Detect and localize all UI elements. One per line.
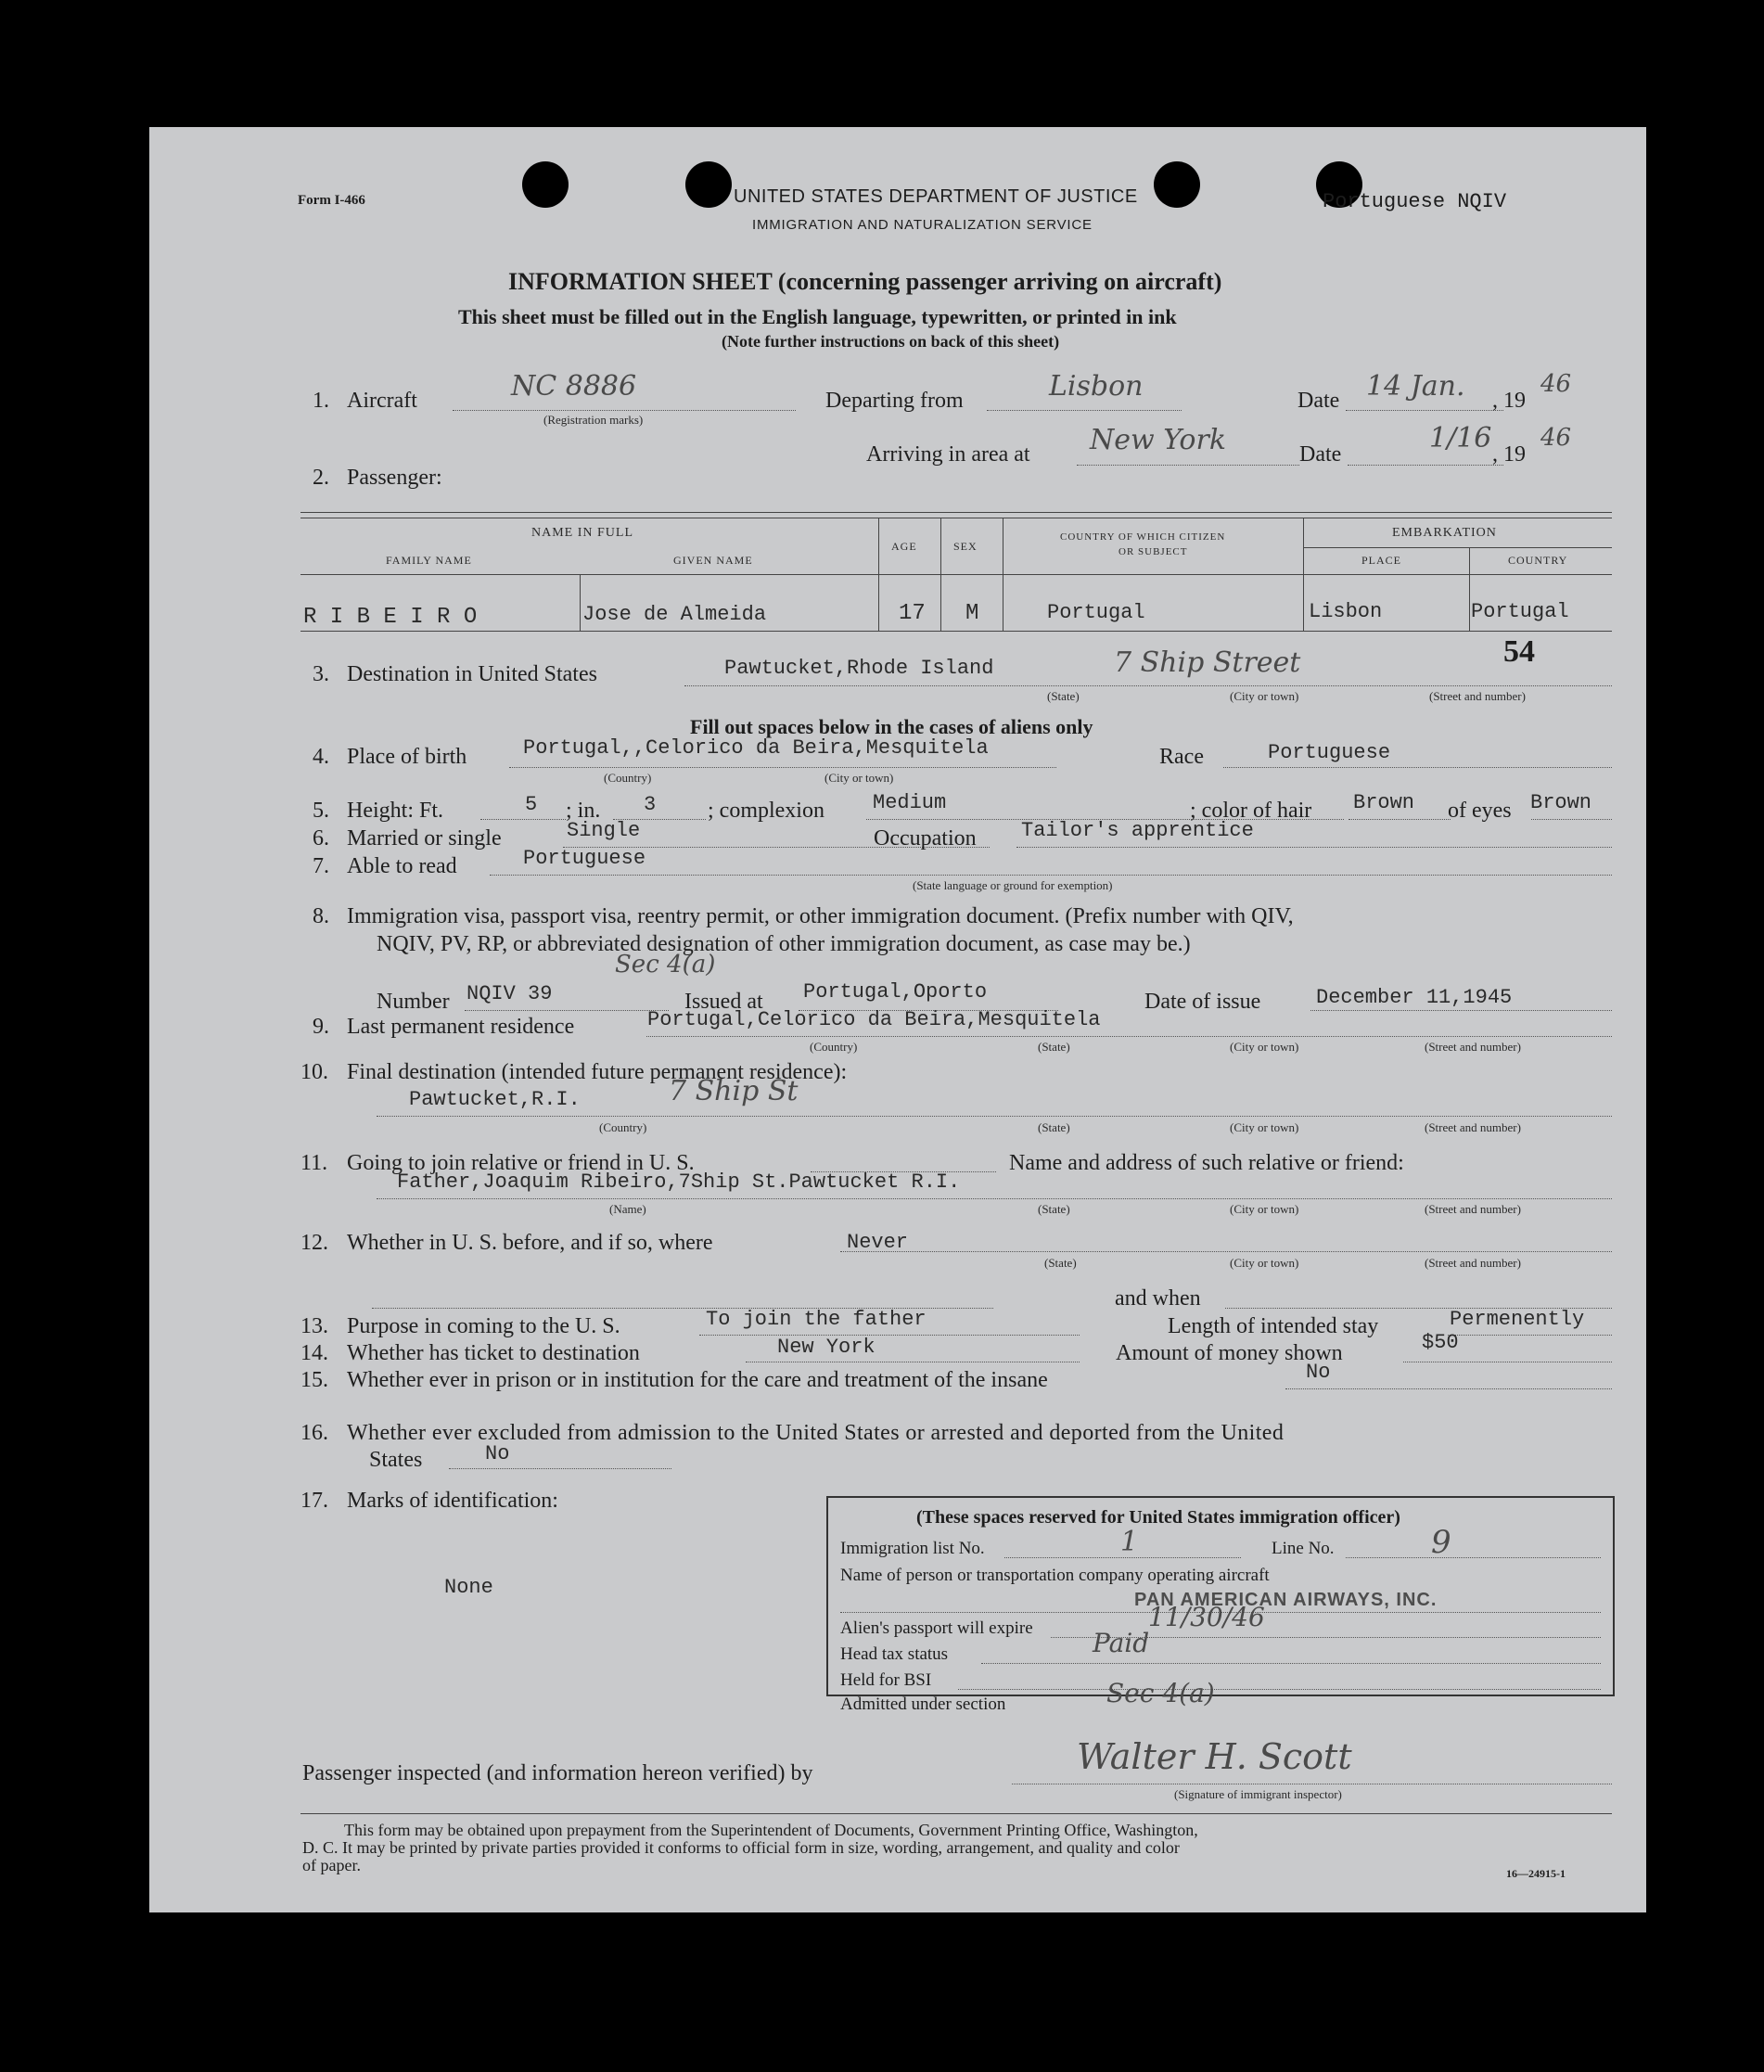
item-number: 6. xyxy=(313,826,329,851)
age-header: AGE xyxy=(891,540,917,553)
instruction-text: This sheet must be filled out in the English language, typewritten, or printed in ink xyxy=(458,305,1177,328)
issue-date-value: December 11,1945 xyxy=(1316,986,1513,1009)
join-relative-label: Going to join relative or friend in U. S. xyxy=(347,1151,695,1175)
footer-line-2: D. C. It may be printed by private parties provided it conforms to official form in size, wording, arrangement, and quality and color xyxy=(302,1838,1180,1857)
issue-date-label: Date of issue xyxy=(1144,990,1261,1014)
citizen-header-2: OR SUBJECT xyxy=(1118,546,1188,557)
city-caption: (City or town) xyxy=(1230,1202,1299,1216)
page-title: INFORMATION SHEET (concerning passenger arriving on aircraft) xyxy=(508,268,1222,295)
departing-date-label: Date xyxy=(1297,389,1340,413)
state-caption: (State) xyxy=(1044,1256,1077,1270)
occupation-label: Occupation xyxy=(874,826,977,851)
height-in-value: 3 xyxy=(644,793,657,816)
embark-country-value: Portugal xyxy=(1471,600,1569,623)
service-title: IMMIGRATION AND NATURALIZATION SERVICE xyxy=(752,217,1093,233)
marital-label: Married or single xyxy=(347,826,502,851)
item-number: 4. xyxy=(313,745,329,769)
aircraft-value: NC 8886 xyxy=(511,370,637,403)
family-name-value: R I B E I R O xyxy=(303,605,478,630)
street-caption: (Street and number) xyxy=(1425,1040,1521,1054)
list-no-label: Immigration list No. xyxy=(840,1539,985,1558)
read-value: Portuguese xyxy=(523,847,646,870)
relative-address-label: Name and address of such relative or friend: xyxy=(1009,1151,1404,1175)
birth-value: Portugal,,Celorico da Beira,Mesquitela xyxy=(523,736,989,760)
inspection-label: Passenger inspected (and information hereon verified) by xyxy=(302,1761,813,1785)
given-name-header: GIVEN NAME xyxy=(673,554,753,567)
occupation-value: Tailor's apprentice xyxy=(1021,819,1254,842)
complexion-label: ; complexion xyxy=(708,799,824,823)
complexion-value: Medium xyxy=(873,791,947,814)
place-header: PLACE xyxy=(1361,554,1402,567)
name-in-full-header: NAME IN FULL xyxy=(531,526,633,540)
height-label: Height: Ft. xyxy=(347,799,444,823)
item-number: 17. xyxy=(300,1489,328,1513)
passport-expire-value: 11/30/46 xyxy=(1148,1602,1265,1632)
item-number: 3. xyxy=(313,662,329,686)
residence-label: Last permanent residence xyxy=(347,1015,575,1039)
inspector-signature: Walter H. Scott xyxy=(1077,1736,1352,1777)
item-number: 9. xyxy=(313,1015,329,1039)
passenger-label: Passenger: xyxy=(347,466,442,490)
head-tax-label: Head tax status xyxy=(840,1644,949,1664)
item-number: 2. xyxy=(313,466,329,490)
excluded-label-1: Whether ever excluded from admission to the United States or arrested and deported from the United xyxy=(347,1421,1285,1445)
punch-hole xyxy=(1154,161,1200,208)
signature-caption: (Signature of immigrant inspector) xyxy=(1174,1787,1342,1801)
issued-label: Issued at xyxy=(684,990,763,1014)
stay-length-label: Length of intended stay xyxy=(1168,1314,1379,1338)
country-caption: (Country) xyxy=(810,1040,858,1054)
footer-line-3: of paper. xyxy=(302,1856,361,1874)
list-no-value: 1 xyxy=(1120,1526,1139,1558)
head-tax-value: Paid xyxy=(1093,1628,1150,1658)
form-code: 16—24915-1 xyxy=(1506,1867,1566,1880)
item-number: 16. xyxy=(300,1421,328,1445)
form-sheet xyxy=(149,127,1646,1912)
city-caption: (City or town) xyxy=(824,771,894,785)
ticket-label: Whether has ticket to destination xyxy=(347,1341,640,1365)
punch-hole xyxy=(522,161,569,208)
arriving-label: Arriving in area at xyxy=(866,442,1030,467)
state-caption: (State) xyxy=(1038,1120,1070,1134)
prison-value: No xyxy=(1306,1361,1331,1384)
stay-length-value: Permenently xyxy=(1450,1308,1585,1331)
name-caption: (Name) xyxy=(609,1202,646,1216)
item-number: 5. xyxy=(313,799,329,823)
given-name-value: Jose de Almeida xyxy=(582,603,767,626)
item-number: 13. xyxy=(300,1314,328,1338)
money-label: Amount of money shown xyxy=(1116,1341,1343,1365)
street-caption: (Street and number) xyxy=(1425,1120,1521,1134)
citizen-value: Portugal xyxy=(1047,601,1145,624)
hair-label: ; color of hair xyxy=(1190,799,1312,823)
footer-line-1: This form may be obtained upon prepayment from the Superintendent of Documents, Government Printing Office, Washington, xyxy=(344,1821,1198,1839)
height-in-label: ; in. xyxy=(566,799,601,823)
punch-hole xyxy=(685,161,732,208)
country-caption: (Country) xyxy=(604,771,652,785)
item-number: 14. xyxy=(300,1341,328,1365)
destination-state-value: Pawtucket,Rhode Island xyxy=(724,657,994,680)
embark-place-value: Lisbon xyxy=(1309,600,1383,623)
item-number: 8. xyxy=(313,904,329,928)
height-ft-value: 5 xyxy=(525,793,538,816)
marks-label: Marks of identification: xyxy=(347,1489,558,1513)
form-number: Form I-466 xyxy=(298,193,365,208)
country-header: COUNTRY xyxy=(1508,554,1568,567)
excluded-value: No xyxy=(485,1442,510,1465)
birth-label: Place of birth xyxy=(347,745,467,769)
prison-label: Whether ever in prison or in institution for the care and treatment of the insane xyxy=(347,1368,1048,1392)
item-number: 11. xyxy=(300,1151,328,1175)
destination-number-value: 54 xyxy=(1503,634,1535,669)
year-prefix: , 19 xyxy=(1492,389,1526,413)
visa-handwritten-note: Sec 4(a) xyxy=(615,951,716,978)
aliens-heading: Fill out spaces below in the cases of aliens only xyxy=(690,715,1093,738)
marital-value: Single xyxy=(567,819,641,842)
arriving-date: 1/16 xyxy=(1429,422,1492,454)
family-name-header: FAMILY NAME xyxy=(386,554,472,567)
issued-value: Portugal,Oporto xyxy=(803,980,988,1004)
line-no-label: Line No. xyxy=(1272,1539,1335,1558)
state-caption: (State) xyxy=(1038,1202,1070,1216)
marks-value: None xyxy=(444,1576,493,1599)
department-title: UNITED STATES DEPARTMENT OF JUSTICE xyxy=(734,186,1138,207)
final-destination-street: 7 Ship St xyxy=(669,1075,799,1107)
city-caption: (City or town) xyxy=(1230,1040,1299,1054)
final-destination-label: Final destination (intended future permanent residence): xyxy=(347,1060,848,1084)
bsi-label: Held for BSI xyxy=(840,1670,932,1690)
officer-box-heading: (These spaces reserved for United States immigration officer) xyxy=(916,1507,1400,1528)
embarkation-header: EMBARKATION xyxy=(1392,526,1497,540)
previous-us-label: Whether in U. S. before, and if so, where xyxy=(347,1231,713,1255)
year-prefix: , 19 xyxy=(1492,442,1526,467)
read-label: Able to read xyxy=(347,854,457,878)
sex-header: SEX xyxy=(953,540,978,553)
item-number: 1. xyxy=(313,389,329,413)
and-when-label: and when xyxy=(1115,1286,1201,1311)
passport-expire-label: Alien's passport will expire xyxy=(840,1618,1033,1638)
ticket-value: New York xyxy=(777,1336,876,1359)
section-value: Sec 4(a) xyxy=(1106,1678,1215,1708)
item-number: 15. xyxy=(300,1368,328,1392)
classification-stamp: Portuguese NQIV xyxy=(1323,190,1507,213)
state-caption: (State) xyxy=(1047,689,1080,703)
operator-stamp: PAN AMERICAN AIRWAYS, INC. xyxy=(1134,1590,1438,1610)
destination-label: Destination in United States xyxy=(347,662,597,686)
sex-value: M xyxy=(965,601,979,626)
arriving-year: 46 xyxy=(1540,424,1572,452)
country-caption: (Country) xyxy=(599,1120,647,1134)
departing-label: Departing from xyxy=(825,389,964,413)
street-caption: (Street and number) xyxy=(1425,1202,1521,1216)
arriving-date-label: Date xyxy=(1299,442,1342,467)
hair-value: Brown xyxy=(1353,791,1415,814)
race-value: Portuguese xyxy=(1268,741,1391,764)
visa-instruction-2: NQIV, PV, RP, or abbreviated designation of other immigration document, as case may be.) xyxy=(377,932,1191,956)
age-value: 17 xyxy=(899,601,926,626)
final-destination-value: Pawtucket,R.I. xyxy=(409,1088,581,1111)
read-caption: (State language or ground for exemption) xyxy=(913,878,1113,892)
note-text: (Note further instructions on back of this sheet) xyxy=(722,332,1060,351)
operator-label: Name of person or transportation company operating aircraft xyxy=(840,1566,1270,1585)
purpose-value: To join the father xyxy=(706,1308,927,1331)
visa-instruction-1: Immigration visa, passport visa, reentry permit, or other immigration document. (Prefix number with QIV, xyxy=(347,904,1294,928)
visa-number-label: Number xyxy=(377,990,450,1014)
item-number: 10. xyxy=(300,1060,328,1084)
residence-value: Portugal,Celorico da Beira,Mesquitela xyxy=(647,1008,1101,1031)
destination-street-value: 7 Ship Street xyxy=(1114,646,1301,679)
item-number: 7. xyxy=(313,854,329,878)
visa-number-value: NQIV 39 xyxy=(467,982,553,1005)
citizen-header: COUNTRY OF WHICH CITIZEN xyxy=(1060,531,1226,543)
registration-caption: (Registration marks) xyxy=(543,413,644,427)
eyes-label: of eyes xyxy=(1448,799,1512,823)
city-caption: (City or town) xyxy=(1230,689,1299,703)
purpose-label: Purpose in coming to the U. S. xyxy=(347,1314,620,1338)
excluded-label-2: States xyxy=(369,1448,423,1472)
departing-date: 14 Jan. xyxy=(1366,370,1465,403)
race-label: Race xyxy=(1159,745,1204,769)
arriving-value: New York xyxy=(1090,424,1226,456)
departing-year: 46 xyxy=(1540,370,1572,398)
eyes-value: Brown xyxy=(1530,791,1592,814)
section-label: Admitted under section xyxy=(840,1695,1006,1714)
city-caption: (City or town) xyxy=(1230,1256,1299,1270)
city-caption: (City or town) xyxy=(1230,1120,1299,1134)
money-value: $50 xyxy=(1422,1331,1459,1354)
aircraft-label: Aircraft xyxy=(347,389,417,413)
officer-box xyxy=(826,1496,1615,1714)
line-no-value: 9 xyxy=(1431,1524,1451,1561)
street-caption: (Street and number) xyxy=(1425,1256,1521,1270)
state-caption: (State) xyxy=(1038,1040,1070,1054)
item-number: 12. xyxy=(300,1231,328,1255)
departing-value: Lisbon xyxy=(1049,370,1144,403)
relative-value: Father,Joaquim Ribeiro,7Ship St.Pawtucket R.I. xyxy=(397,1170,961,1194)
street-caption: (Street and number) xyxy=(1429,689,1526,703)
previous-us-value: Never xyxy=(847,1231,909,1254)
